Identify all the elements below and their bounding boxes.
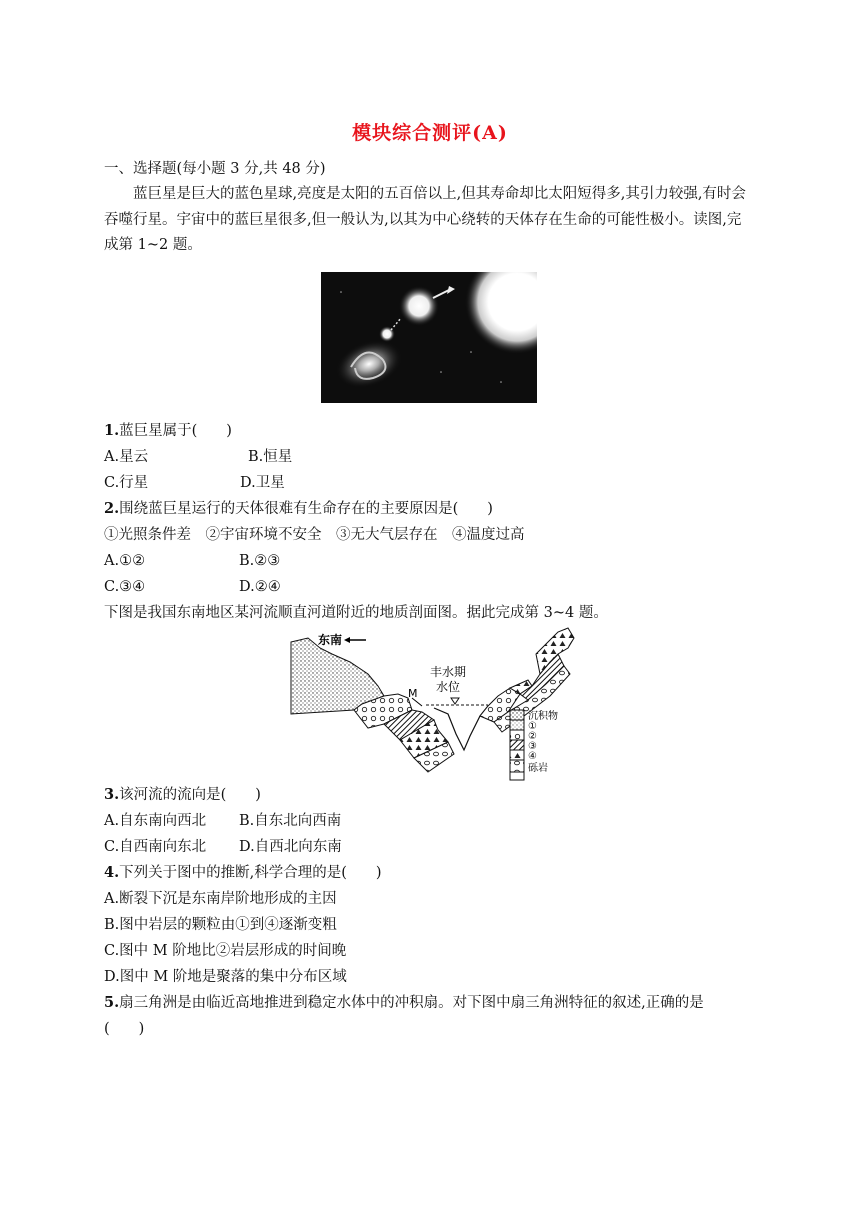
legend-layer-1: ① [528, 721, 537, 732]
option-a[interactable]: A.①② [104, 553, 146, 569]
option-b[interactable]: B.自东北向西南 [239, 813, 342, 829]
section-heading: 一、选择题(每小题 3 分,共 48 分) [104, 161, 326, 177]
flood-level-label-1: 丰水期 [430, 665, 467, 679]
question-number: 5. [104, 994, 120, 1011]
legend-sediment: 沉积物 [528, 711, 558, 722]
legend-conglomerate: 砾岩 [528, 763, 548, 774]
question-5-answer-blank: ( ) [104, 1021, 145, 1037]
intro-paragraph-2: 下图是我国东南地区某河流顺直河道附近的地质剖面图。据此完成第 3~4 题。 [104, 605, 608, 621]
question-4-stem [104, 864, 382, 882]
option-c[interactable]: C.自西南向东北 [104, 839, 207, 855]
option-d[interactable]: D.②④ [239, 579, 281, 595]
option-c[interactable]: C.图中 M 阶地比②岩层形成的时间晚 [104, 943, 347, 959]
terrace-m-label: M [408, 687, 418, 700]
option-d[interactable]: D.自西北向东南 [239, 839, 342, 855]
question-5-stem [104, 994, 704, 1012]
option-b[interactable]: B.图中岩层的颗粒由①到④逐渐变粗 [104, 917, 337, 933]
question-number: 4. [104, 864, 120, 881]
legend-layer-4: ④ [528, 751, 537, 762]
question-2-items: ①光照条件差 ②宇宙环境不安全 ③无大气层存在 ④温度过高 [104, 527, 525, 543]
question-number: 3. [104, 786, 120, 803]
option-b[interactable]: B.②③ [239, 553, 281, 569]
option-c[interactable]: C.③④ [104, 579, 146, 595]
geology-cross-section [288, 624, 588, 786]
question-text: 扇三角洲是由临近高地推进到稳定水体中的冲积扇。对下图中扇三角洲特征的叙述,正确的是 [119, 995, 704, 1011]
option-d[interactable]: D.卫星 [240, 475, 285, 491]
question-number: 2. [104, 500, 120, 517]
question-3-stem [104, 786, 261, 804]
flood-level-label-2: 水位 [436, 680, 461, 694]
question-text: 围绕蓝巨星运行的天体很难有生命存在的主要原因是( ) [119, 501, 493, 517]
option-b[interactable]: B.恒星 [248, 449, 293, 465]
page-title: 模块综合测评(A) [352, 122, 508, 144]
option-a[interactable]: A.断裂下沉是东南岸阶地形成的主因 [104, 891, 337, 907]
option-a[interactable]: A.自东南向西北 [104, 813, 207, 829]
blue-giant-photo [321, 272, 537, 403]
legend-layer-3: ③ [528, 741, 537, 752]
question-text: 蓝巨星属于( ) [119, 423, 232, 439]
question-text: 该河流的流向是( ) [119, 787, 261, 803]
question-text: 下列关于图中的推断,科学合理的是( ) [119, 865, 382, 881]
question-1-stem [104, 422, 232, 440]
option-c[interactable]: C.行星 [104, 475, 149, 491]
option-a[interactable]: A.星云 [104, 449, 149, 465]
question-2-stem [104, 500, 493, 518]
question-number: 1. [104, 422, 120, 439]
direction-label: 东南 [318, 633, 343, 647]
legend-layer-2: ② [528, 731, 537, 742]
option-d[interactable]: D.图中 M 阶地是聚落的集中分布区域 [104, 969, 347, 985]
intro-paragraph-1: 蓝巨星是巨大的蓝色星球,亮度是太阳的五百倍以上,但其寿命却比太阳短得多,其引力较强,有时会吞噬行星。宇宙中的蓝巨星很多,但一般认为,以其为中心绕转的天体存在生命的可能性极小。读图,完成第 1~2 题。 [104, 186, 746, 253]
